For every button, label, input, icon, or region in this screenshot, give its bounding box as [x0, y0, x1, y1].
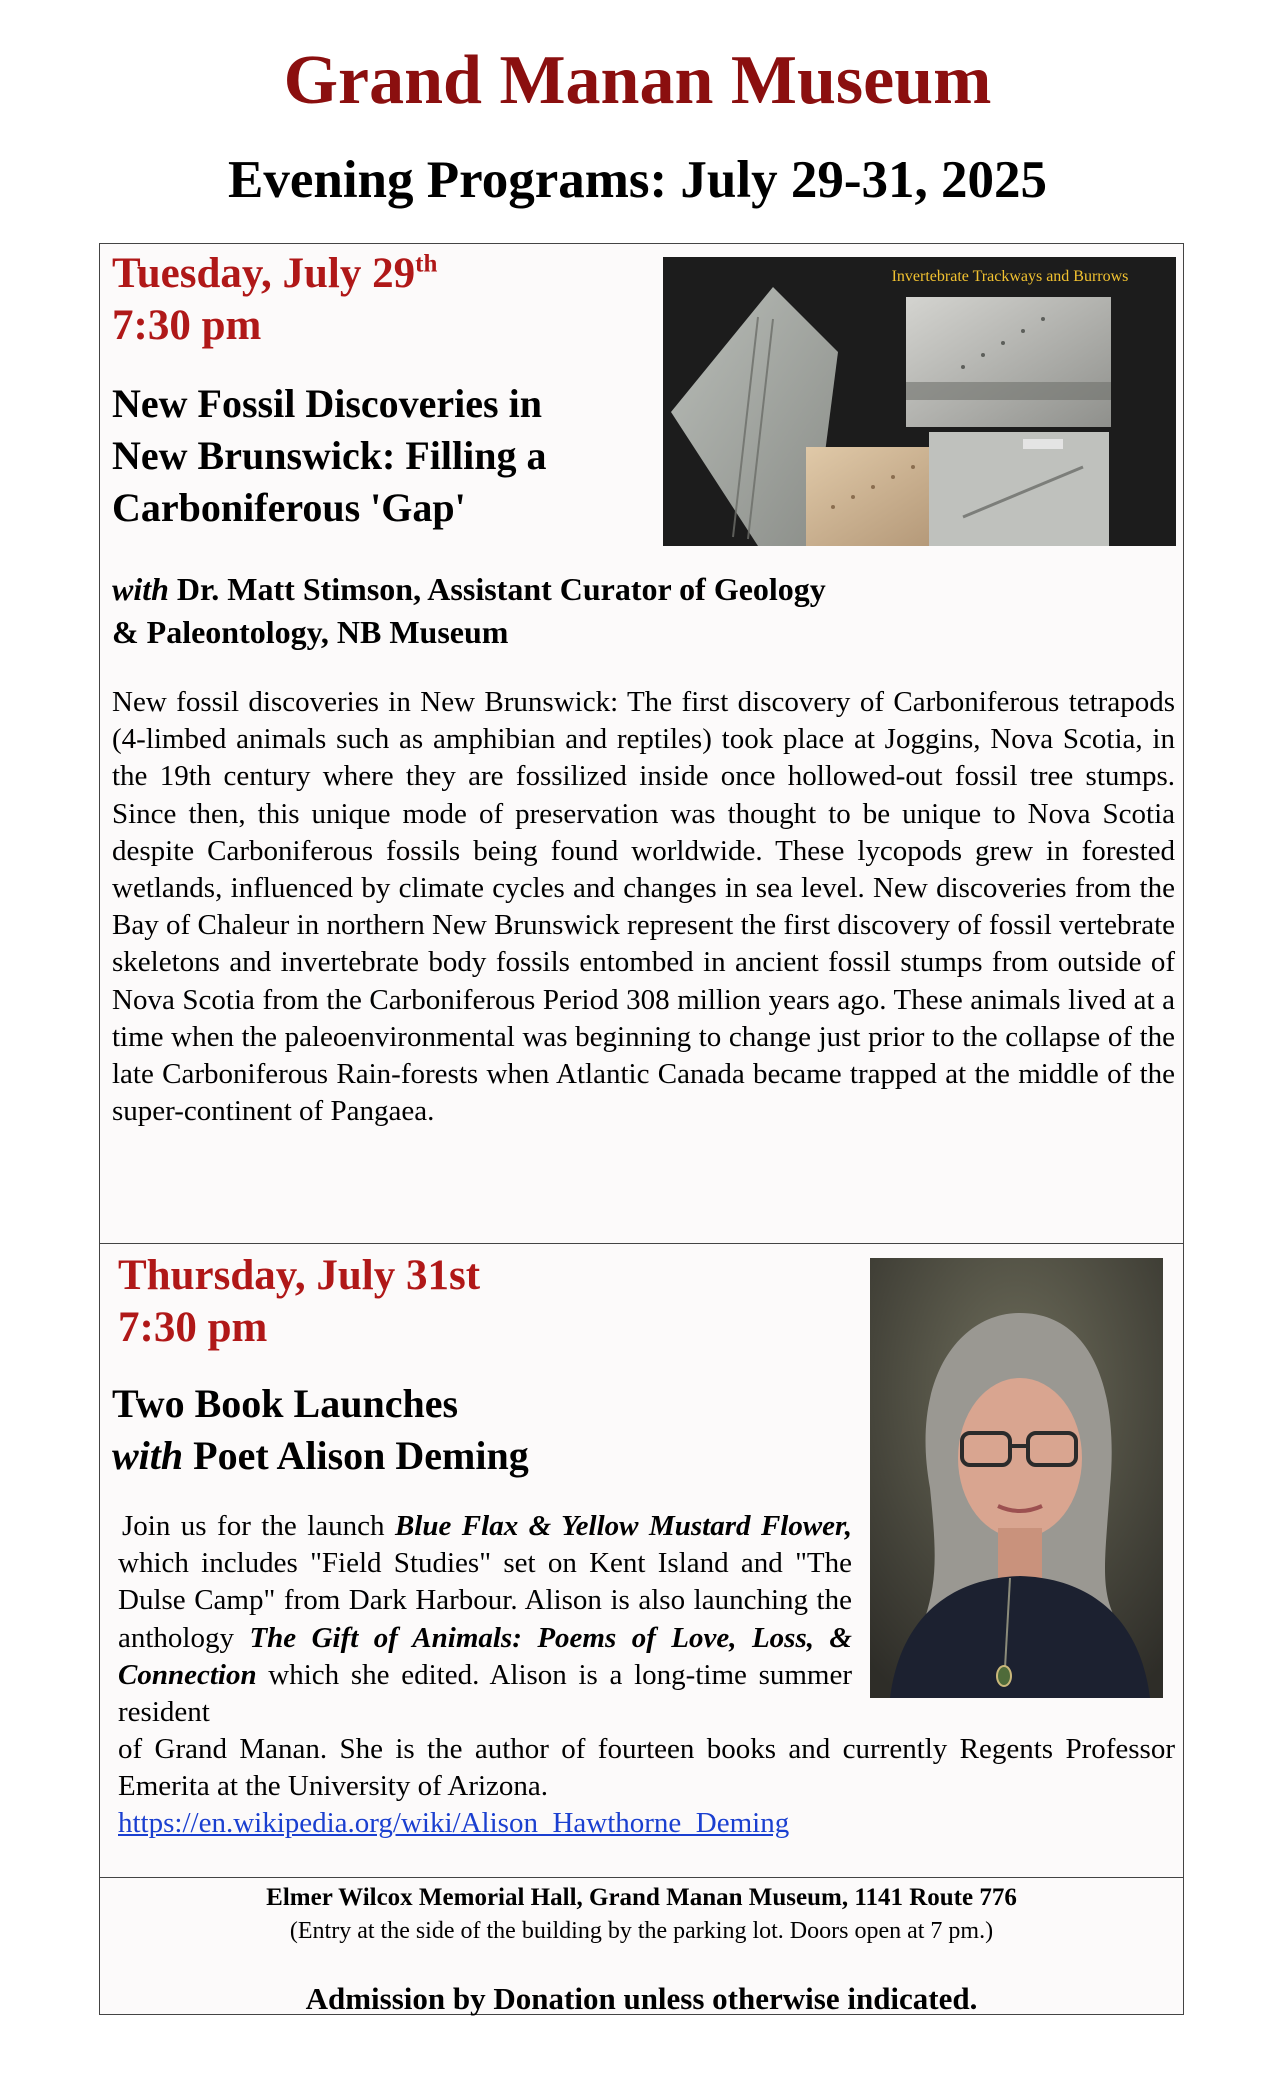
event1-description: New fossil discoveries in New Brunswick: The first discovery of Carboniferous tetrapods (4-limbed animals such as amphibian and reptiles) took place at Joggins, Nova Scotia, in the 19th century where they are fossilized inside once hollowed-out fossil tree stumps. Since then, this unique mode of preservation was thought to be unique to Nova Scotia despite Carboniferous fossils being found worldwide. These lycopods grew in forested wetlands, influenced by climate cycles and changes in sea level. New discoveries from the Bay of Chaleur in northern New Brunswick represent the first discovery of fossil vertebrate skeletons and invertebrate body fossils entombed in ancient fossil stumps from outside of Nova Scotia from the Carboniferous Period 308 million years ago. These animals lived at a time when the paleoenvironmental was beginning to change just prior to the collapse of the late Carboniferous Rain-forests when Atlantic Canada became trapped at the middle of the super-continent of Pangaea.: [112, 686, 1175, 1128]
section-divider-2: [99, 1877, 1184, 1878]
fossil-slab-2: [906, 297, 1111, 427]
event1-speaker: with Dr. Matt Stimson, Assistant Curator of Geology & Paleontology, NB Museum: [112, 571, 826, 650]
event1-date: Tuesday, July 29th: [112, 250, 438, 297]
wikipedia-link[interactable]: https://en.wikipedia.org/wiki/Alison_Hawthorne_Deming: [118, 1807, 790, 1839]
fossil-trackways-image: [663, 257, 1176, 546]
event2-title: Two Book Launches with Poet Alison Deming: [112, 1381, 529, 1478]
event1-time: 7:30 pm: [112, 302, 262, 349]
event2-description-part2: of Grand Manan. She is the author of fourteen books and currently Regents Professor Emerita at the University of Arizona.: [118, 1733, 1175, 1803]
face-shape: [958, 1378, 1082, 1538]
image-caption: Invertebrate Trackways and Burrows: [891, 268, 1129, 285]
entry-note: (Entry at the side of the building by the parking lot. Doors open at 7 pm.): [289, 1918, 994, 1944]
event2-time: 7:30 pm: [118, 1304, 268, 1351]
programs-subtitle: Evening Programs: July 29-31, 2025: [227, 151, 1048, 209]
venue-text: Elmer Wilcox Memorial Hall, Grand Manan Museum, 1141 Route 776: [266, 1884, 1017, 1911]
event1-title: New Fossil Discoveries in New Brunswick: Filling a Carboniferous 'Gap': [112, 381, 547, 530]
admission-text: Admission by Donation unless otherwise indicated.: [305, 1981, 978, 2016]
author-portrait: [870, 1258, 1163, 1698]
event2-description-part1: Join us for the launch Blue Flax & Yellow Mustard Flower, which includes "Field Studies" set on Kent Island and "The Dulse Camp" from Dark Harbour. Alison is also launching the anthology The Gift of Animals: Poems of Love, Loss, & Connection which she edited. Alison is a long-time summer resident: [118, 1510, 852, 1729]
section-divider-1: [99, 1243, 1184, 1244]
fossil-slab-4: [929, 432, 1109, 546]
event2-date: Thursday, July 31st: [118, 1252, 481, 1299]
pendant-shape: [997, 1666, 1011, 1686]
museum-title: Grand Manan Museum: [283, 42, 992, 119]
